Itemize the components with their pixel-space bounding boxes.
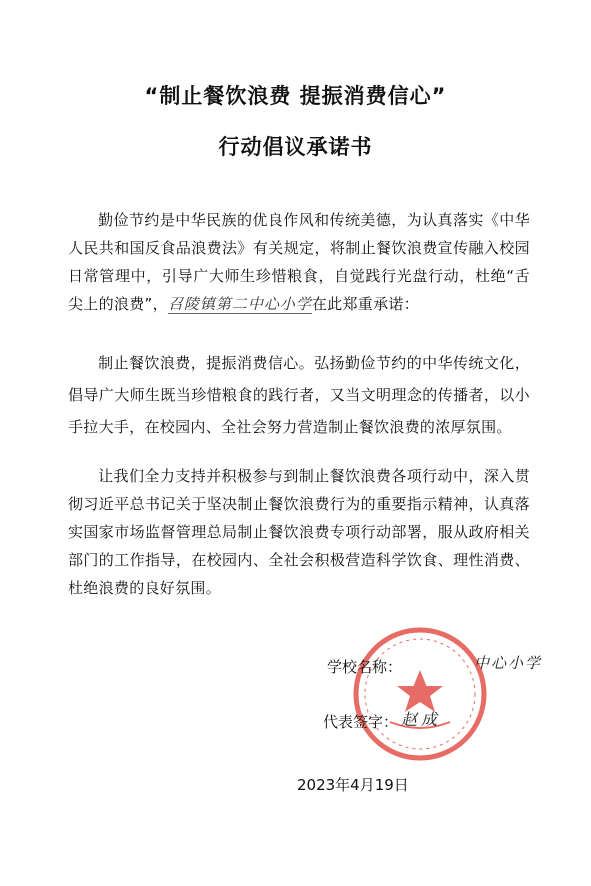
paragraph-action	[68, 462, 530, 602]
paragraph-action-text: 让我们全力支持并积极参与到制止餐饮浪费各项行动中，深入贯彻习近平总书记关于坚决制止餐饮浪费行为的重要指示精神，认真落实国家市场监督管理总局制止餐饮浪费专项行动部署，服从政府相关部门的工作指导，在校园内、全社会积极营造科学饮食、理性消费、杜绝浪费的良好氛围。	[68, 467, 530, 597]
handwritten-school-signature: 中心小学	[474, 654, 543, 672]
school-name-label: 学校名称：	[327, 658, 403, 676]
official-seal	[350, 624, 490, 764]
signing-date: 2023年4月19日	[297, 776, 409, 794]
representative-label: 代表签字：	[323, 713, 399, 731]
seal-star-icon	[397, 670, 443, 712]
paragraph-commitment-text: 制止餐饮浪费，提振消费信心。弘扬勤俭节约的中华传统文化，倡导广大师生既当珍惜粮食的践行者，又当文明理念的传播者，以小手拉大手，在校园内、全社会努力营造制止餐饮浪费的浓厚氛围。	[68, 354, 530, 436]
document-title: “制止餐饮浪费 提振消费信心”	[144, 84, 447, 108]
paragraph-intro	[68, 206, 530, 318]
paragraph-intro-text: 勤俭节约是中华民族的优良作风和传统美德，为认真落实《中华人民共和国反食品浪费法》有关规定，将制止餐饮浪费宣传融入校园日常管理中，引导广大师生珍惜粮食，自觉践行光盘行动，杜绝“舌尖上的浪费”，	[68, 211, 530, 313]
document-subtitle: 行动倡议承诺书	[218, 135, 373, 159]
paragraph-intro-ending: 在此郑重承诺：	[311, 295, 419, 313]
paragraph-commitment	[68, 347, 530, 443]
handwritten-school-name: 召陵镇第二中心小学	[167, 295, 312, 313]
handwritten-representative-signature: 赵成	[401, 710, 442, 729]
